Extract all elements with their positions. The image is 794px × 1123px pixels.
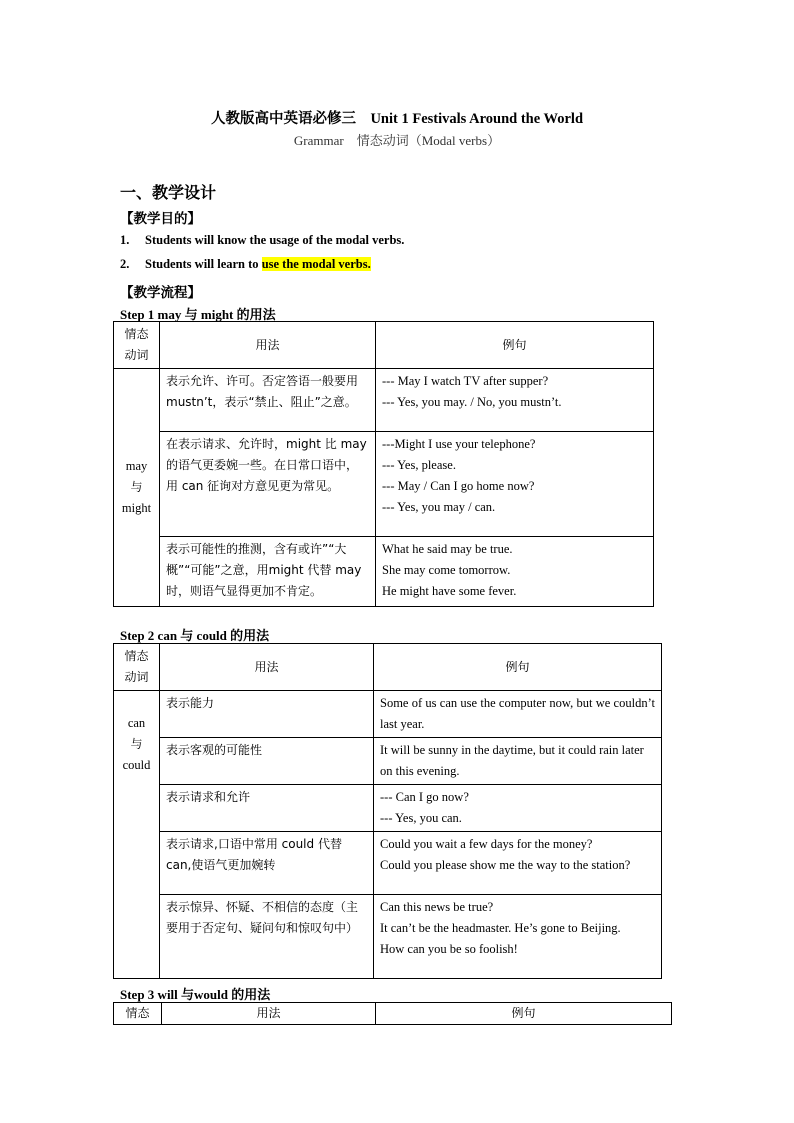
usage-cell: 在表示请求、允许时，might 比 may 的语气更委婉一些。在日常口语中，用 can 征询对方意见更为常见。 <box>160 432 376 537</box>
example-line: --- May / Can I go home now? <box>382 479 535 493</box>
example-line: Can this news be true? <box>380 900 494 914</box>
objective-number: 1. <box>120 233 130 247</box>
objectives-label: 【教学目的】 <box>120 211 201 226</box>
process-label: 【教学流程】 <box>120 285 201 300</box>
example-line: --- Yes, please. <box>382 458 456 472</box>
example-line: It can’t be the headmaster. He’s gone to Beijing. <box>380 921 621 935</box>
usage-cell: 表示惊异、怀疑、不相信的态度（主要用于否定句、疑问句和惊叹句中） <box>160 895 374 979</box>
header-example: 例句 <box>376 1003 672 1025</box>
example-cell <box>376 369 654 432</box>
step2-table <box>113 643 662 979</box>
example-cell <box>374 785 662 832</box>
document-subtitle: Grammar 情态动词（Modal verbs） <box>293 133 501 148</box>
modal-word: could <box>122 758 151 772</box>
highlighted-text: use the modal verbs. <box>261 257 371 271</box>
modal-cell <box>114 369 160 607</box>
header-modal: 情态动词 <box>114 644 160 691</box>
example-cell: It will be sunny in the daytime, but it could rain later on this evening. <box>374 738 662 785</box>
example-cell <box>374 832 662 895</box>
example-line: --- Can I go now? <box>380 790 469 804</box>
header-modal: 情态 <box>114 1003 162 1025</box>
table-row <box>114 895 662 979</box>
objective-item <box>120 233 404 248</box>
table-header-row <box>114 644 662 691</box>
example-line: --- Yes, you may / can. <box>382 500 496 514</box>
usage-cell: 表示客观的可能性 <box>160 738 374 785</box>
usage-cell: 表示请求和允许 <box>160 785 374 832</box>
header-modal: 情态动词 <box>114 322 160 369</box>
header-example: 例句 <box>376 322 654 369</box>
table-header-row <box>114 1003 672 1025</box>
modal-word: might <box>121 501 152 515</box>
header-usage: 用法 <box>160 322 376 369</box>
example-cell: Some of us can use the computer now, but we couldn’t last year. <box>374 691 662 738</box>
example-line: --- Yes, you may. / No, you mustn’t. <box>382 395 562 409</box>
example-line: She may come tomorrow. <box>382 563 511 577</box>
usage-cell: 表示可能性的推测，含有或许”“大概”“可能”之意，用might 代替 may 时，则语气显得更加不肯定。 <box>160 537 376 607</box>
modal-cell <box>114 691 160 979</box>
example-line: ---Might I use your telephone? <box>382 437 536 451</box>
header-usage: 用法 <box>160 644 374 691</box>
modal-word: may <box>125 459 148 473</box>
table-row <box>114 738 662 785</box>
table-row <box>114 832 662 895</box>
header-example: 例句 <box>374 644 662 691</box>
modal-word: can <box>127 716 146 730</box>
example-line: --- May I watch TV after supper? <box>382 374 549 388</box>
usage-cell: 表示允许、许可。否定答语一般要用 mustn’t，表示“禁止、阻止”之意。 <box>160 369 376 432</box>
table-row <box>114 369 654 432</box>
step1-title: Step 1 may 与 might 的用法 <box>120 307 276 322</box>
modal-conj: 与 <box>130 480 143 494</box>
section-heading: 一、教学设计 <box>120 185 217 202</box>
example-line: --- Yes, you can. <box>380 811 462 825</box>
step1-table <box>113 321 654 607</box>
objective-text: Students will know the usage of the modal verbs. <box>145 233 405 247</box>
example-cell <box>376 537 654 607</box>
modal-conj: 与 <box>130 737 143 751</box>
usage-cell: 表示能力 <box>160 691 374 738</box>
example-line: What he said may be true. <box>382 542 513 556</box>
objective-number: 2. <box>120 257 130 271</box>
example-line: Could you wait a few days for the money? <box>380 837 593 851</box>
table-row <box>114 691 662 738</box>
table-row <box>114 785 662 832</box>
example-line: Could you please show me the way to the station? <box>380 858 631 872</box>
document-title: 人教版高中英语必修三 Unit 1 Festivals Around the World <box>210 111 584 127</box>
example-cell <box>374 895 662 979</box>
header-usage: 用法 <box>162 1003 376 1025</box>
step2-title: Step 2 can 与 could 的用法 <box>120 628 270 643</box>
table-row <box>114 537 654 607</box>
table-row <box>114 432 654 537</box>
example-line: How can you be so foolish! <box>380 942 518 956</box>
step3-table <box>113 1002 672 1025</box>
example-line: He might have some fever. <box>382 584 517 598</box>
step3-title: Step 3 will 与would 的用法 <box>120 987 271 1002</box>
objective-text: Students will learn to <box>145 257 259 271</box>
usage-cell: 表示请求,口语中常用 could 代替 can,使语气更加婉转 <box>160 832 374 895</box>
objective-item <box>120 257 371 272</box>
table-header-row <box>114 322 654 369</box>
example-cell <box>376 432 654 537</box>
